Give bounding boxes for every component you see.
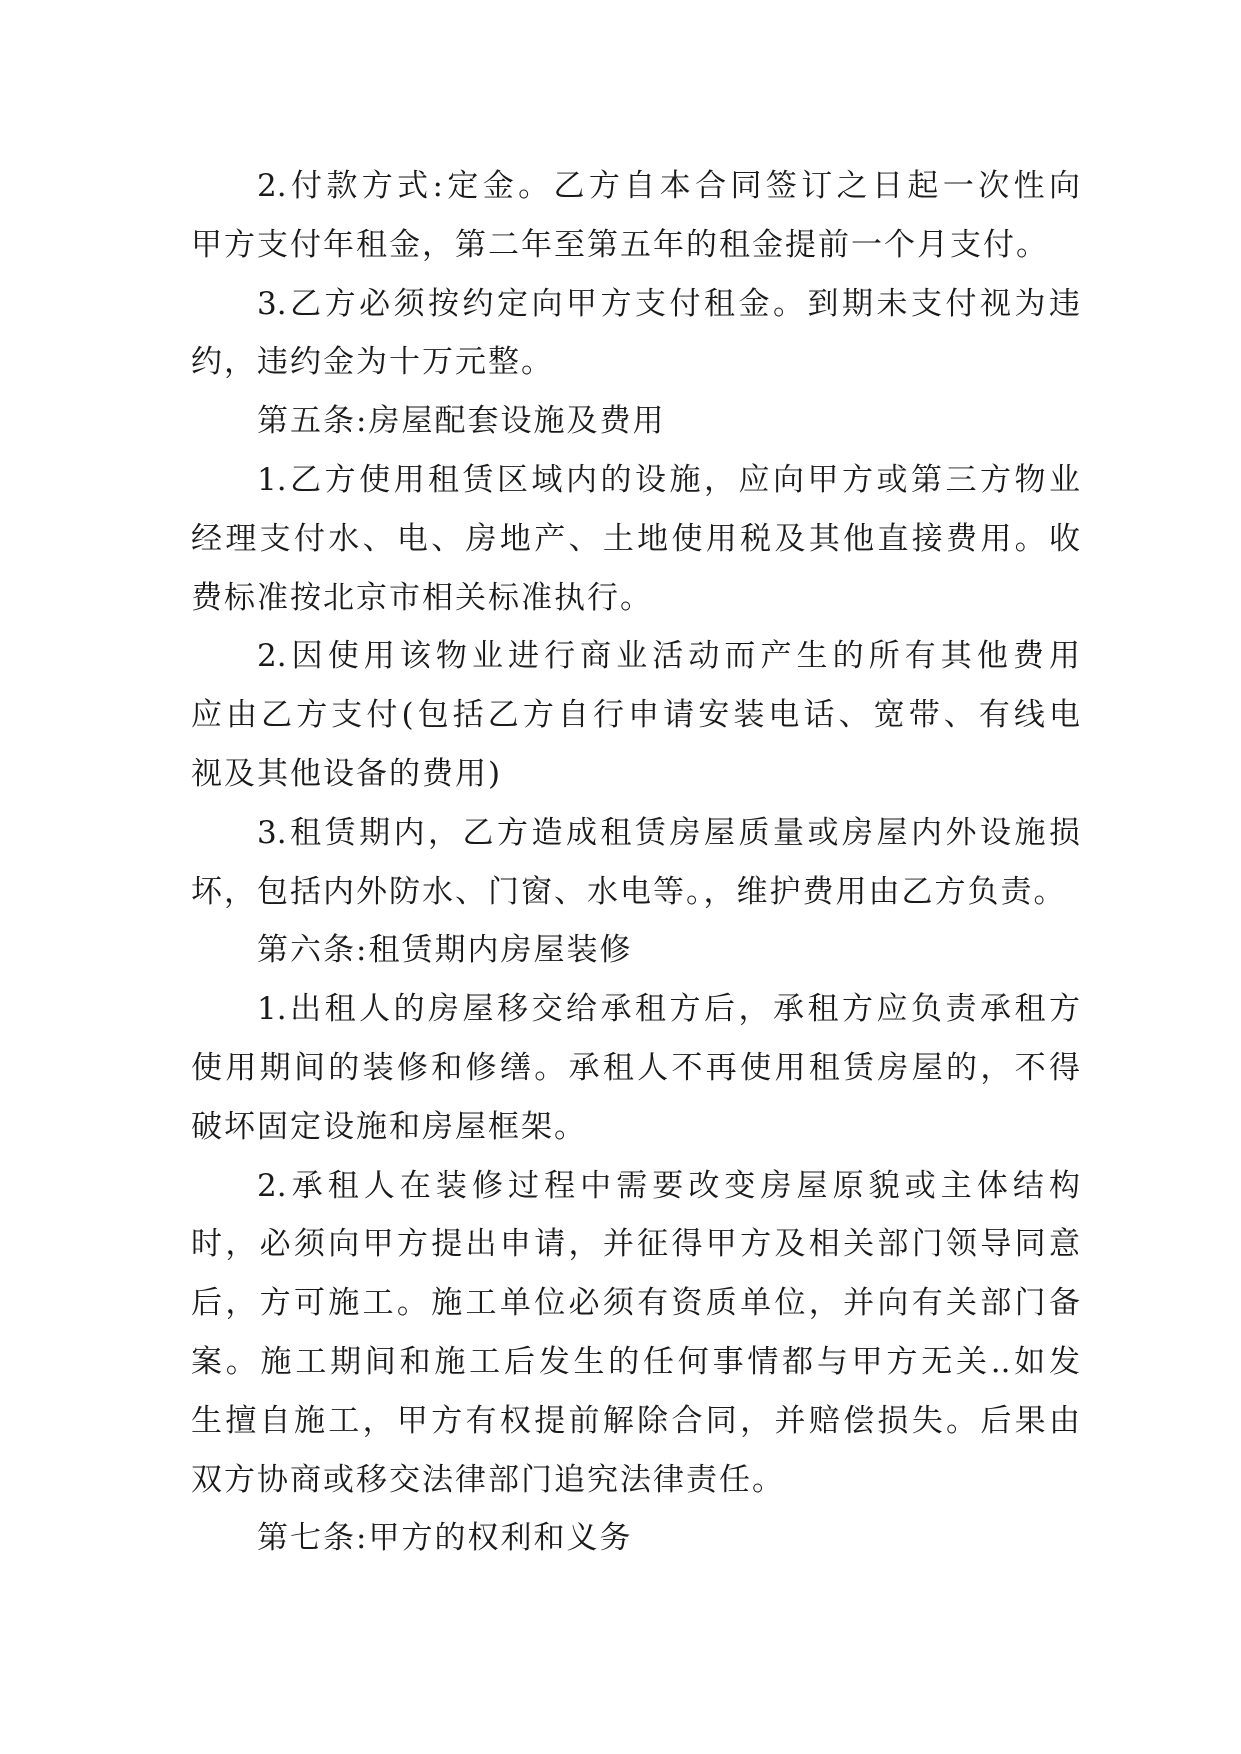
business-fee-clause [191, 627, 1080, 803]
paragraph-line: 3.乙方必须按约定向甲方支付租金。到期未支付视为违 [257, 285, 1080, 322]
paragraph-line: 3.租赁期内，乙方造成租赁房屋质量或房屋内外设施损 [257, 814, 1080, 851]
paragraph-line: 费标准按北京市相关标准执行。 [191, 579, 653, 616]
damage-clause [191, 804, 1080, 922]
facilities-fee-clause [191, 451, 1080, 627]
structural-change-clause [191, 1157, 1080, 1510]
section-heading [191, 392, 1080, 451]
document-page [191, 157, 1080, 1568]
paragraph-line: 生擅自施工，甲方有权提前解除合同，并赔偿损失。后果由 [191, 1402, 1080, 1439]
renovation-clause [191, 980, 1080, 1156]
paragraph-line: 经理支付水、电、房地产、土地使用税及其他直接费用。收 [191, 520, 1080, 557]
paragraph-line: 1.出租人的房屋移交给承租方后，承租方应负责承租方 [257, 991, 1080, 1028]
paragraph-line: 应由乙方支付(包括乙方自行申请安装电话、宽带、有线电 [191, 697, 1080, 734]
payment-default-clause [191, 275, 1080, 393]
paragraph-line: 双方协商或移交法律部门追究法律责任。 [191, 1461, 785, 1498]
paragraph-line: 2.因使用该物业进行商业活动而产生的所有其他费用 [257, 638, 1080, 675]
section-heading-text: 第五条:房屋配套设施及费用 [257, 403, 666, 440]
paragraph-line: 时，必须向甲方提出申请，并征得甲方及相关部门领导同意 [191, 1226, 1080, 1263]
paragraph-line: 使用期间的装修和修缮。承租人不再使用租赁房屋的，不得 [191, 1049, 1080, 1086]
paragraph-line: 甲方支付年租金，第二年至第五年的租金提前一个月支付。 [191, 226, 1049, 263]
paragraph-line: 2.承租人在装修过程中需要改变房屋原貌或主体结构 [257, 1167, 1080, 1204]
paragraph-line: 1.乙方使用租赁区域内的设施，应向甲方或第三方物业 [257, 461, 1080, 498]
paragraph-line: 后，方可施工。施工单位必须有资质单位，并向有关部门备 [191, 1285, 1080, 1322]
paragraph-line: 破坏固定设施和房屋框架。 [191, 1108, 587, 1145]
paragraph-line: 坏，包括内外防水、门窗、水电等。，维护费用由乙方负责。 [191, 873, 1067, 910]
section-heading [191, 921, 1080, 980]
section-heading-text: 第七条:甲方的权利和义务 [257, 1520, 633, 1557]
paragraph-line: 2.付款方式:定金。乙方自本合同签订之日起一次性向 [257, 168, 1080, 204]
paragraph-line: 约，违约金为十万元整。 [191, 344, 554, 381]
payment-method-clause [191, 157, 1080, 275]
section-heading-text: 第六条:租赁期内房屋装修 [257, 932, 633, 969]
paragraph-line: 视及其他设备的费用) [191, 755, 503, 792]
paragraph-line: 案。施工期间和施工后发生的任何事情都与甲方无关..如发 [191, 1343, 1080, 1380]
section-heading [191, 1509, 1080, 1568]
